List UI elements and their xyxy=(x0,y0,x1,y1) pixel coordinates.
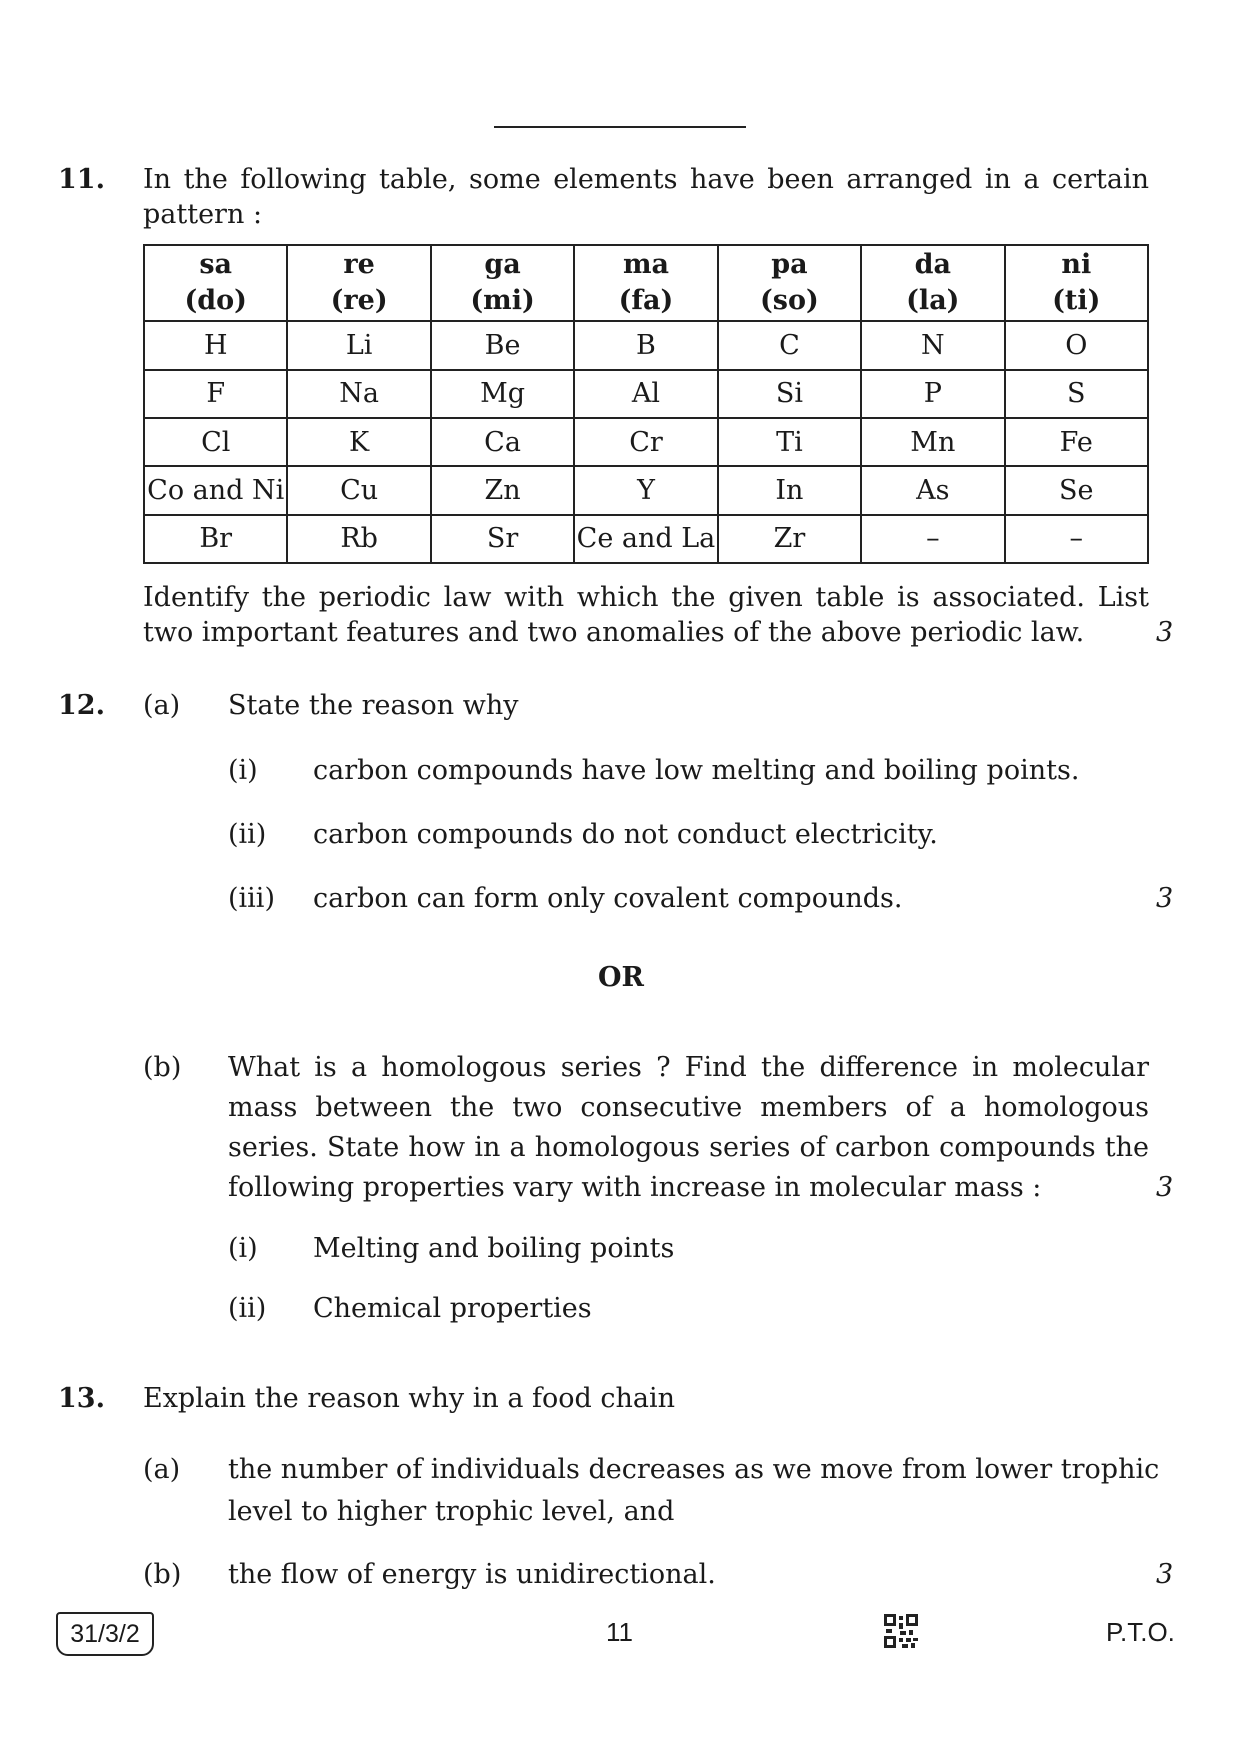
table-header-cell: ni (ti) xyxy=(1005,245,1148,321)
table-cell: Ca xyxy=(431,418,574,466)
table-cell: B xyxy=(574,321,717,369)
question-text: two important features and two anomalies of the above periodic law. xyxy=(143,617,1085,648)
elements-table xyxy=(143,244,1149,564)
table-cell: P xyxy=(861,370,1004,418)
table-header-cell: ga (mi) xyxy=(431,245,574,321)
table-cell: As xyxy=(861,466,1004,514)
table-cell: Ce and La xyxy=(574,515,717,563)
table-cell: Na xyxy=(287,370,430,418)
table-cell: – xyxy=(861,515,1004,563)
table-cell: Be xyxy=(431,321,574,369)
table-header-cell: da (la) xyxy=(861,245,1004,321)
question-text: Explain the reason why in a food chain xyxy=(143,1383,676,1414)
page-number: 11 xyxy=(606,1617,633,1647)
sub-part-label: (ii) xyxy=(228,1293,267,1324)
or-separator: OR xyxy=(598,962,644,993)
marks: 3 xyxy=(1156,617,1174,648)
question-text: What is a homologous series ? Find the difference in molecular xyxy=(228,1052,1149,1083)
table-header-cell: ma (fa) xyxy=(574,245,717,321)
table-cell: F xyxy=(144,370,287,418)
table-cell: – xyxy=(1005,515,1148,563)
sub-part-text: carbon compounds do not conduct electricity. xyxy=(313,819,938,850)
table-cell: Li xyxy=(287,321,430,369)
table-cell: Cr xyxy=(574,418,717,466)
table-row xyxy=(144,466,1148,514)
question-text: the flow of energy is unidirectional. xyxy=(228,1559,716,1590)
table-header-cell: pa (so) xyxy=(718,245,861,321)
table-cell: C xyxy=(718,321,861,369)
table-cell: O xyxy=(1005,321,1148,369)
table-header-cell: re (re) xyxy=(287,245,430,321)
table-cell: Se xyxy=(1005,466,1148,514)
part-label: (a) xyxy=(143,690,181,721)
pto-label: P.T.O. xyxy=(1106,1617,1175,1647)
table-cell: Sr xyxy=(431,515,574,563)
question-text: mass between the two consecutive members of a homologous xyxy=(228,1092,1149,1123)
marks: 3 xyxy=(1156,1172,1174,1203)
question-number: 11. xyxy=(58,164,105,195)
part-label: (b) xyxy=(143,1559,182,1590)
question-text: level to higher trophic level, and xyxy=(228,1496,675,1527)
table-row xyxy=(144,418,1148,466)
table-cell: Si xyxy=(718,370,861,418)
table-row xyxy=(144,321,1148,369)
question-text: Identify the periodic law with which the given table is associated. List xyxy=(143,582,1149,613)
sub-part-label: (i) xyxy=(228,755,258,786)
question-text: State the reason why xyxy=(228,690,519,721)
question-text: pattern : xyxy=(143,199,263,230)
question-text: In the following table, some elements have been arranged in a certain xyxy=(143,164,1149,195)
part-label: (a) xyxy=(143,1454,181,1485)
sub-part-text: carbon compounds have low melting and boiling points. xyxy=(313,755,1080,786)
table-cell: Cu xyxy=(287,466,430,514)
table-cell: S xyxy=(1005,370,1148,418)
table-cell: Rb xyxy=(287,515,430,563)
table-cell: Co and Ni xyxy=(144,466,287,514)
question-number: 12. xyxy=(58,690,105,721)
paper-code-label: 31/3/2 xyxy=(56,1612,154,1656)
sub-part-text: Chemical properties xyxy=(313,1293,592,1324)
table-cell: H xyxy=(144,321,287,369)
table-cell: Fe xyxy=(1005,418,1148,466)
marks: 3 xyxy=(1156,1559,1174,1590)
sub-part-label: (ii) xyxy=(228,819,267,850)
qr-code-icon xyxy=(884,1614,918,1648)
sub-part-text: Melting and boiling points xyxy=(313,1233,675,1264)
table-cell: Zn xyxy=(431,466,574,514)
table-header-row xyxy=(144,245,1148,321)
table-row xyxy=(144,370,1148,418)
table-cell: Mg xyxy=(431,370,574,418)
part-label: (b) xyxy=(143,1052,182,1083)
question-text: the number of individuals decreases as we move from lower trophic xyxy=(228,1454,1160,1485)
table-cell: K xyxy=(287,418,430,466)
sub-part-text: carbon can form only covalent compounds. xyxy=(313,883,903,914)
question-number: 13. xyxy=(58,1383,105,1414)
question-text: following properties vary with increase in molecular mass : xyxy=(228,1172,1042,1203)
table-cell: Al xyxy=(574,370,717,418)
table-cell: N xyxy=(861,321,1004,369)
table-cell: Mn xyxy=(861,418,1004,466)
table-cell: In xyxy=(718,466,861,514)
question-text: series. State how in a homologous series of carbon compounds the xyxy=(228,1132,1149,1163)
table-cell: Y xyxy=(574,466,717,514)
marks: 3 xyxy=(1156,883,1174,914)
sub-part-label: (i) xyxy=(228,1233,258,1264)
table-cell: Zr xyxy=(718,515,861,563)
top-rule xyxy=(494,126,746,128)
table-cell: Ti xyxy=(718,418,861,466)
sub-part-label: (iii) xyxy=(228,883,275,914)
table-cell: Cl xyxy=(144,418,287,466)
table-cell: Br xyxy=(144,515,287,563)
table-header-cell: sa (do) xyxy=(144,245,287,321)
table-row xyxy=(144,515,1148,563)
